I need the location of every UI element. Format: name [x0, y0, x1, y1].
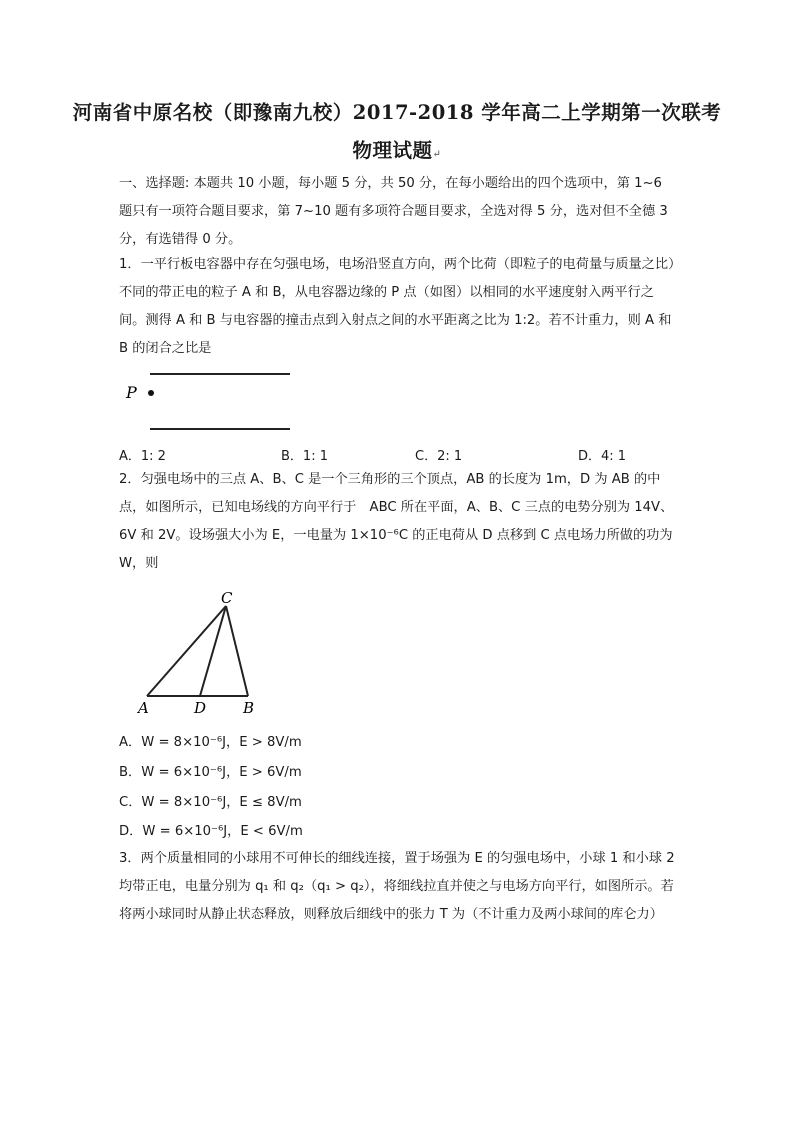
document-title: 河南省中原名校（即豫南九校）2017-2018 学年高二上学期第一次联考	[72, 101, 722, 124]
side-ac	[147, 606, 226, 696]
q2-option-c[interactable]: C．W = 8×10⁻⁶J，E ≤ 8V/m	[119, 795, 302, 810]
label-c: C	[221, 589, 233, 607]
return-mark: ↵	[432, 149, 442, 160]
label-p: P	[126, 383, 137, 402]
q2-option-a[interactable]: A．W = 8×10⁻⁶J，E > 8V/m	[119, 735, 302, 750]
capacitor-figure	[120, 365, 300, 440]
section-instructions: 一、选择题: 本题共 10 小题，每小题 5 分，共 50 分，在每小题给出的四个选项中，第 1~6 题只有一项符合题目要求，第 7~10 题有多项符合题目要求，全选对得 5 分，选对但不全德 3 分，有选错得 0 分。	[119, 176, 668, 247]
side-bc	[226, 606, 248, 696]
question-1-options	[119, 445, 679, 465]
q1-option-d[interactable]: D．4: 1	[578, 449, 627, 464]
question-1-stem: 1．一平行板电容器中存在匀强电场，电场沿竖直方向，两个比荷（即粒子的电荷量与质量之比）不同的带正电的粒子 A 和 B，从电容器边缘的 P 点（如图）以相同的水平速度射入两平行之间。测得 A 和 B 与电容器的撞击点到入射点之间的水平距离之比为 1:2。若不计重力，则 A 和 B 的闭合之比是	[119, 257, 675, 356]
q1-option-b[interactable]: B．1: 1	[281, 449, 328, 464]
label-d: D	[194, 699, 207, 717]
label-b: B	[243, 699, 255, 717]
label-a: A	[138, 699, 149, 717]
question-3-stem: 3．两个质量相同的小球用不可伸长的细线连接，置于场强为 E 的匀强电场中，小球 1 和小球 2 均带正电，电量分别为 q₁ 和 q₂（q₁ > q₂），将细线拉直并使之与电场方向平行，如图所示。若将两小球同时从静止状态释放，则释放后细线中的张力 T 为（不计重力及两小球间的库仑力）	[119, 851, 675, 922]
document-subtitle	[0, 135, 794, 163]
point-p-dot	[148, 390, 154, 396]
q1-option-c[interactable]: C．2: 1	[415, 449, 463, 464]
triangle-figure	[130, 586, 280, 718]
q2-option-d[interactable]: D．W = 6×10⁻⁶J，E < 6V/m	[119, 824, 303, 839]
q2-option-b[interactable]: B．W = 6×10⁻⁶J，E > 6V/m	[119, 765, 302, 780]
q1-option-a[interactable]: A．1: 2	[119, 449, 166, 464]
subtitle-text: 物理试题	[352, 139, 433, 162]
question-2-stem: 2．匀强电场中的三点 A、B、C 是一个三角形的三个顶点，AB 的长度为 1m，D 为 AB 的中点，如图所示，已知电场线的方向平行于 ABC 所在平面，A、B、C 三点的电势分别为 14V、6V 和 2V。设场强大小为 E，一电量为 1×10⁻⁶C 的正电荷从 D 点移到 C 点电场力所做的功为 W，则	[119, 472, 674, 571]
